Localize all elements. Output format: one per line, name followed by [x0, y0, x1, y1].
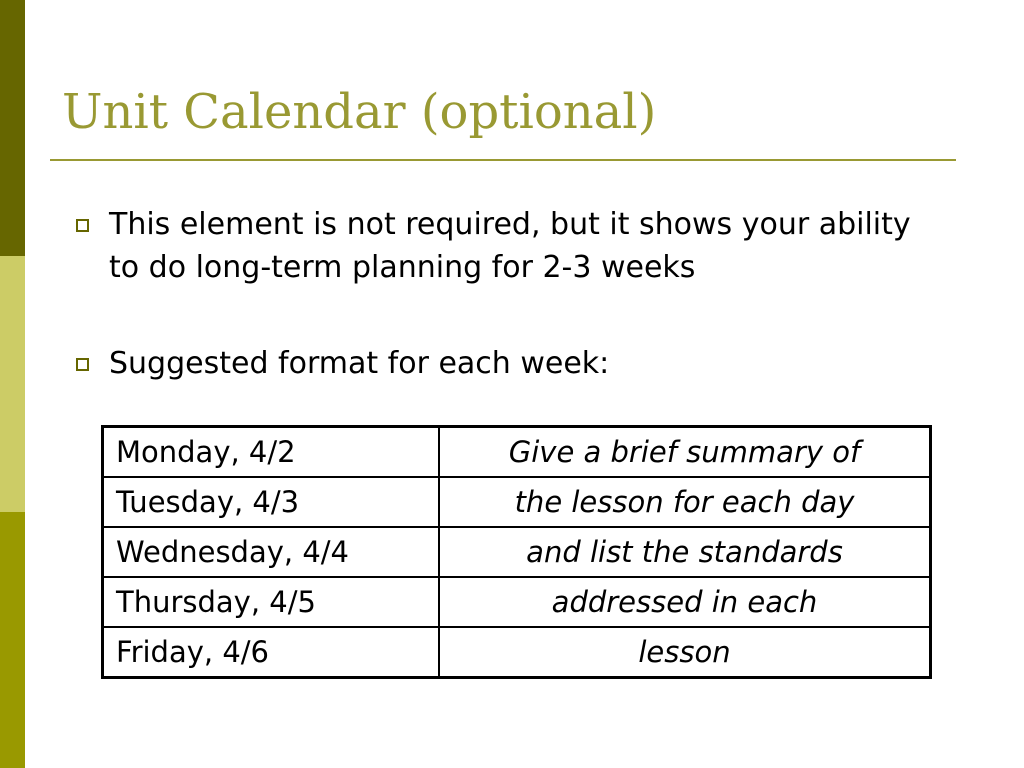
bullet-text: This element is not required, but it shows your ability to do long-term planning for 2-3 weeks — [109, 207, 911, 285]
title-divider — [50, 159, 956, 161]
slide-title: Unit Calendar (optional) — [62, 84, 657, 140]
summary-cell: Give a brief summary of — [439, 427, 931, 478]
sidebar-segment-light — [0, 256, 25, 512]
table-row — [103, 577, 931, 627]
summary-cell: addressed in each — [439, 577, 931, 627]
summary-cell: the lesson for each day — [439, 477, 931, 527]
summary-cell: lesson — [439, 627, 931, 678]
table-row — [103, 527, 931, 577]
bullet-text: Suggested format for each week: — [109, 346, 610, 381]
week-calendar-table — [101, 425, 932, 679]
table-row — [103, 627, 931, 678]
day-cell: Friday, 4/6 — [103, 627, 440, 678]
sidebar-segment-mid — [0, 512, 25, 768]
day-cell: Thursday, 4/5 — [103, 577, 440, 627]
day-cell: Wednesday, 4/4 — [103, 527, 440, 577]
bullet-list — [70, 203, 950, 385]
bullet-item — [70, 203, 950, 289]
day-cell: Monday, 4/2 — [103, 427, 440, 478]
square-bullet-icon — [76, 219, 89, 232]
sidebar-stripe — [0, 0, 25, 768]
sidebar-segment-dark — [0, 0, 25, 256]
table-row — [103, 427, 931, 478]
summary-cell: and list the standards — [439, 527, 931, 577]
square-bullet-icon — [76, 358, 89, 371]
bullet-item — [70, 342, 950, 385]
day-cell: Tuesday, 4/3 — [103, 477, 440, 527]
table-row — [103, 477, 931, 527]
